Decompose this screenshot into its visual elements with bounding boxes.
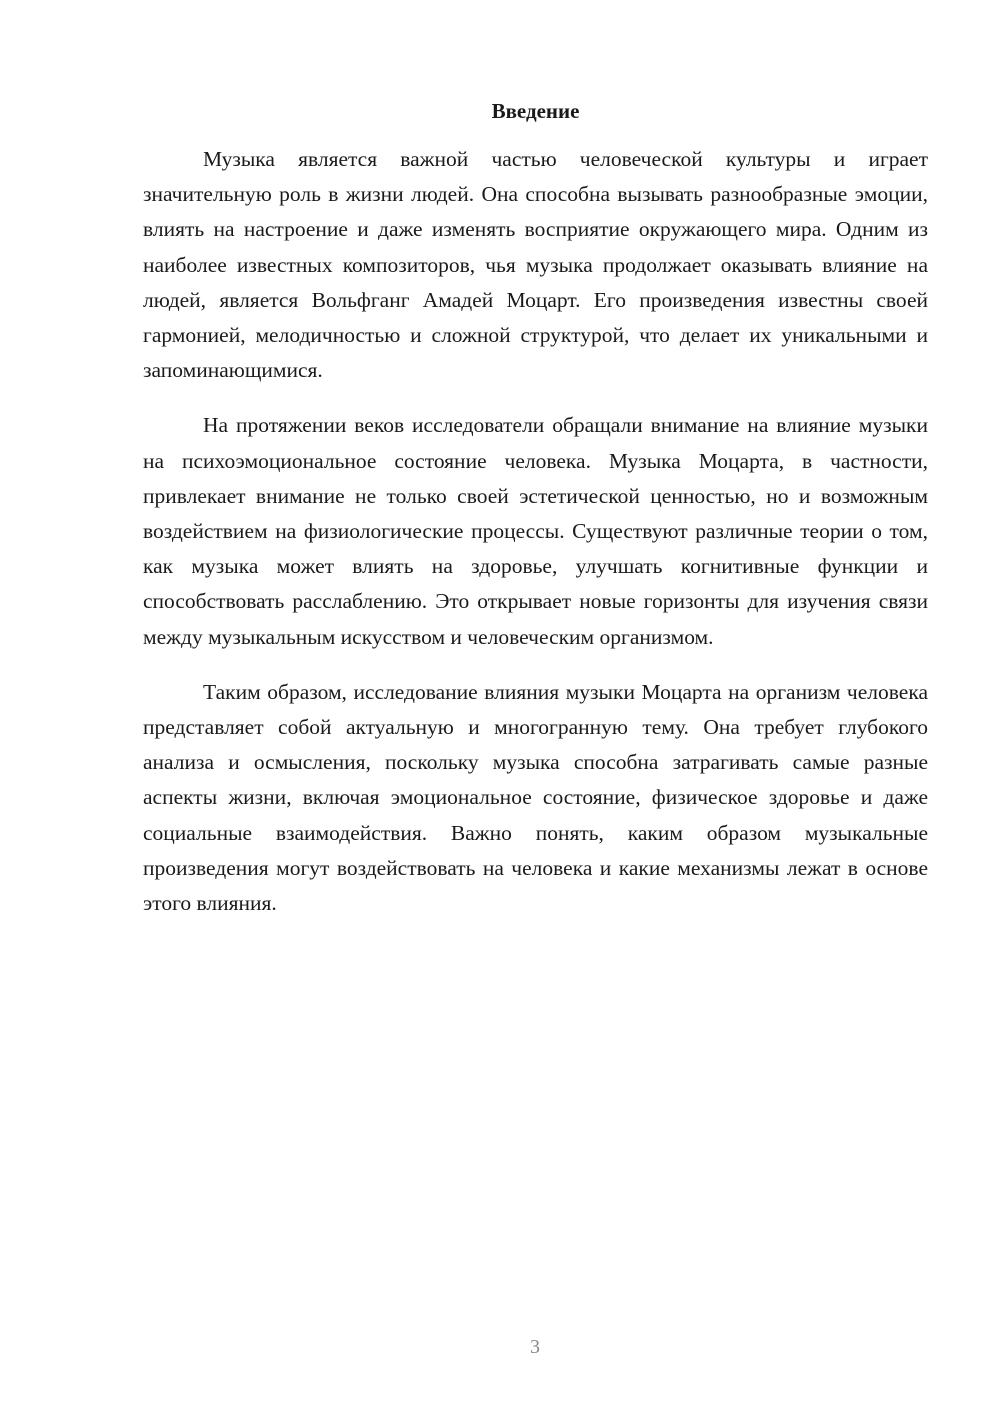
paragraph-2: На протяжении веков исследователи обращали внимание на влияние музыки на психоэмоциональное состояние человека. Музыка Моцарта, в частности, привлекает внимание не только своей эстетической ценностью, но и возможным воздействием на физиологические процессы. Существуют различные теории о том, как музыка может влиять на здоровье, улучшать когнитивные функции и способствовать расслаблению. Это открывает новые горизонты для изучения связи между музыкальным искусством и человеческим организмом.: [143, 413, 928, 649]
paragraph-1: Музыка является важной частью человеческой культуры и играет значительную роль в жизни людей. Она способна вызывать разнообразные эмоции, влиять на настроение и даже изменять восприятие окружающего мира. Одним из наиболее известных композиторов, чья музыка продолжает оказывать влияние на людей, является Вольфганг Амадей Моцарт. Его произведения известны своей гармонией, мелодичностью и сложной структурой, что делает их уникальными и запоминающимися.: [143, 147, 928, 383]
paragraph-3: Таким образом, исследование влияния музыки Моцарта на организм человека представляет собой актуальную и многогранную тему. Она требует глубокого анализа и осмысления, поскольку музыка способна затрагивать самые разные аспекты жизни, включая эмоциональное состояние, физическое здоровье и даже социальные взаимодействия. Важно понять, каким образом музыкальные произведения могут воздействовать на человека и какие механизмы лежат в основе этого влияния.: [143, 679, 928, 916]
body-text: [143, 142, 928, 941]
page-number: 3: [530, 1336, 540, 1358]
section-heading: Введение: [491, 99, 580, 123]
